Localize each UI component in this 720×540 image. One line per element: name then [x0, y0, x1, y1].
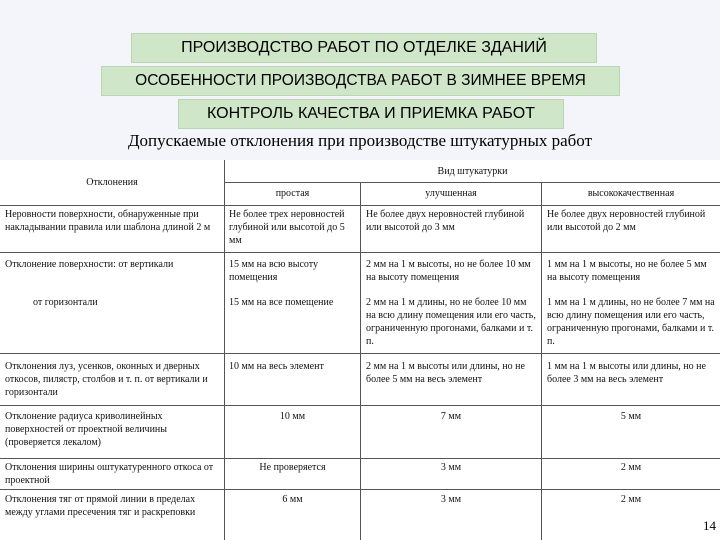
page-subtitle: Допускаемые отклонения при производстве штукатурных работ — [127, 131, 593, 150]
header-deviation: Отклонения — [86, 177, 138, 188]
table-cell: Не более двух неровностей глубиной или высотой до 2 мм — [547, 209, 706, 233]
table-cell: Отклонение радиуса криволинейных поверхностей от проектной величины (проверяется лекалом) — [5, 411, 167, 448]
table-cell: 2 мм на 1 м высоты, но не более 10 мм на высоту помещения — [366, 259, 531, 283]
table-cell: 10 мм — [279, 411, 306, 422]
tolerance-table — [0, 160, 720, 540]
title-banner: ПРОИЗВОДСТВО РАБОТ ПО ОТДЕЛКЕ ЗДАНИЙ — [131, 33, 597, 63]
table-cell: 2 мм на 1 м длины, но не более 10 мм на всю длину помещения или его часть, ограниченную прогонами, балками и т. п. — [366, 297, 536, 347]
table-cell: 2 мм на 1 м высоты или длины, но не более 5 мм на весь элемент — [366, 361, 525, 385]
table-cell: 1 мм на 1 м высоты или длины, но не более 3 мм на весь элемент — [547, 361, 706, 385]
table-cell: Не проверяется — [259, 462, 326, 473]
topic-banner: КОНТРОЛЬ КАЧЕСТВА И ПРИЕМКА РАБОТ — [178, 99, 564, 129]
table-cell: Отклонения ширины оштукатуренного откоса от проектной — [5, 462, 214, 486]
table-cell: Не более трех неровностей глубиной или высотой до 5 мм — [229, 209, 345, 246]
table-cell: 2 мм — [620, 462, 642, 473]
header-divider — [224, 182, 720, 183]
column-line — [224, 160, 225, 540]
header-simple: простая — [275, 188, 310, 199]
table-cell: 7 мм — [440, 411, 462, 422]
table-cell: 3 мм — [440, 462, 462, 473]
section-banner: ОСОБЕННОСТИ ПРОИЗВОДСТВА РАБОТ В ЗИМНЕЕ ВРЕМЯ — [101, 66, 620, 96]
table-cell: 3 мм — [440, 494, 462, 505]
page-number: 14 — [703, 518, 716, 533]
header-improved: улучшенная — [425, 188, 477, 199]
header-plaster-type: Вид штукатурки — [437, 166, 508, 177]
table-cell: 1 мм на 1 м высоты, но не более 5 мм на высоту помещения — [547, 259, 707, 283]
header-high-quality: высококачественная — [587, 188, 675, 199]
column-line — [360, 182, 361, 540]
table-cell: Отклонения тяг от прямой линии в пределах между углами пресечения тяг и раскреповки — [5, 494, 196, 518]
table-cell: Неровности поверхности, обнаруженные при накладывании правила или шаблона длиной 2 м — [5, 209, 211, 233]
table-cell: 1 мм на 1 м длины, но не более 7 мм на всю длину помещения или его часть, ограниченную прогонами, балками и т. п. — [547, 297, 715, 347]
table-cell: 10 мм на весь элемент — [229, 361, 324, 372]
table-cell: Отклонения луз, усенков, оконных и дверных откосов, пилястр, столбов и т. п. от вертикали и горизонтали — [5, 361, 208, 398]
table-cell: 2 мм — [620, 494, 642, 505]
table-cell: 6 мм — [282, 494, 303, 505]
table-cell: от горизонтали — [33, 297, 98, 308]
table-cell: 5 мм — [620, 411, 642, 422]
table-cell: Отклонение поверхности: от вертикали — [5, 259, 174, 270]
table-cell: Не более двух неровностей глубиной или высотой до 3 мм — [366, 209, 525, 233]
table-cell: 15 мм на все помещение — [229, 297, 334, 308]
table-cell: 15 мм на всю высоту помещения — [229, 259, 319, 283]
column-line — [541, 182, 542, 540]
